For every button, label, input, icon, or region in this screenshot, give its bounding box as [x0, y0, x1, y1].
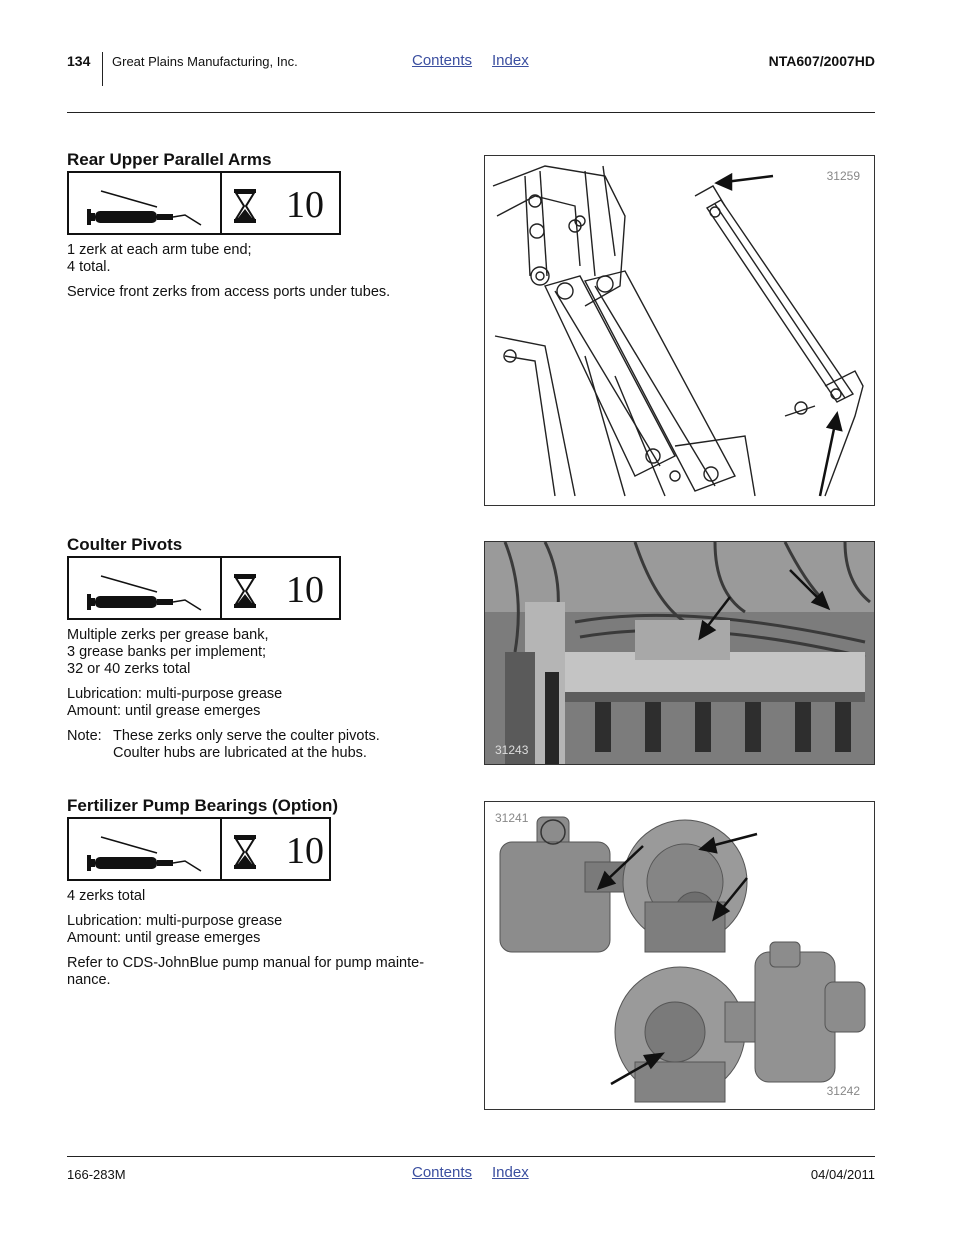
- grease-gun-icon: [81, 185, 209, 227]
- page-number: 134: [67, 53, 91, 69]
- text-line: Lubrication: multi-purpose grease: [67, 686, 283, 702]
- footer-contents-link[interactable]: Contents: [412, 1164, 473, 1181]
- text-line: Amount: until grease emerges: [67, 930, 261, 946]
- text-line: 32 or 40 zerks total: [67, 661, 191, 677]
- model-number: NTA607/2007HD: [768, 53, 875, 69]
- note: [67, 728, 380, 762]
- company-name: Great Plains Manufacturing, Inc.: [112, 54, 298, 69]
- text-line: 4 zerks total: [67, 888, 146, 904]
- footer-date: 04/04/2011: [810, 1167, 875, 1182]
- header-index-link[interactable]: Index: [492, 52, 529, 69]
- lube-interval-box: [67, 171, 341, 235]
- figure-parallel-arms: [484, 155, 875, 506]
- footer-rule: [67, 1156, 875, 1157]
- coulter-pivots-photo: [485, 542, 874, 764]
- figure-number: 31241: [495, 811, 529, 825]
- text-line: Multiple zerks per grease bank,: [67, 627, 269, 643]
- text-line: 3 grease banks per implement;: [67, 644, 267, 660]
- header-contents-link[interactable]: Contents: [412, 52, 473, 69]
- header-divider: [102, 52, 103, 86]
- footer-index-link[interactable]: Index: [492, 1164, 529, 1181]
- note-label: Note:: [67, 728, 102, 744]
- section-text: [67, 627, 380, 762]
- section-text: [67, 242, 390, 301]
- figure-coulter-pivots: [484, 541, 875, 765]
- grease-gun-icon: [81, 570, 209, 612]
- text-line: Service front zerks from access ports under tubes.: [67, 284, 391, 300]
- section-title-rear-upper-parallel-arms: Rear Upper Parallel Arms: [67, 150, 272, 169]
- interval-hours: 10: [286, 830, 324, 872]
- interval-hours: 10: [286, 569, 324, 611]
- text-line: nance.: [67, 972, 111, 988]
- text-line: Amount: until grease emerges: [67, 703, 261, 719]
- figure-fertilizer-pump: [484, 801, 875, 1110]
- parallel-arms-drawing: [485, 156, 874, 505]
- figure-number: 31259: [826, 169, 860, 183]
- lube-interval-box: [67, 817, 331, 881]
- note-line: Coulter hubs are lubricated at the hubs.: [113, 745, 367, 761]
- lube-interval-box: [67, 556, 341, 620]
- hourglass-icon: [234, 574, 256, 608]
- text-line: 4 total.: [67, 259, 111, 275]
- text-line: Refer to CDS-JohnBlue pump manual for pump mainte-: [67, 955, 425, 971]
- grease-gun-icon: [81, 831, 209, 873]
- text-line: 1 zerk at each arm tube end;: [67, 242, 252, 258]
- fertilizer-pump-photo: [485, 802, 874, 1109]
- text-line: Lubrication: multi-purpose grease: [67, 913, 283, 929]
- note-line: These zerks only serve the coulter pivots.: [113, 728, 380, 744]
- figure-number: 31242: [826, 1084, 860, 1098]
- section-title-fertilizer-pump-bearings: Fertilizer Pump Bearings (Option): [67, 796, 339, 815]
- hourglass-icon: [234, 835, 256, 869]
- hourglass-icon: [234, 189, 256, 223]
- interval-hours: 10: [286, 184, 324, 226]
- figure-number: 31243: [495, 743, 529, 757]
- header-rule: [67, 112, 875, 113]
- section-text: [67, 888, 424, 989]
- doc-number: 166-283M: [67, 1167, 126, 1182]
- section-title-coulter-pivots: Coulter Pivots: [67, 535, 183, 554]
